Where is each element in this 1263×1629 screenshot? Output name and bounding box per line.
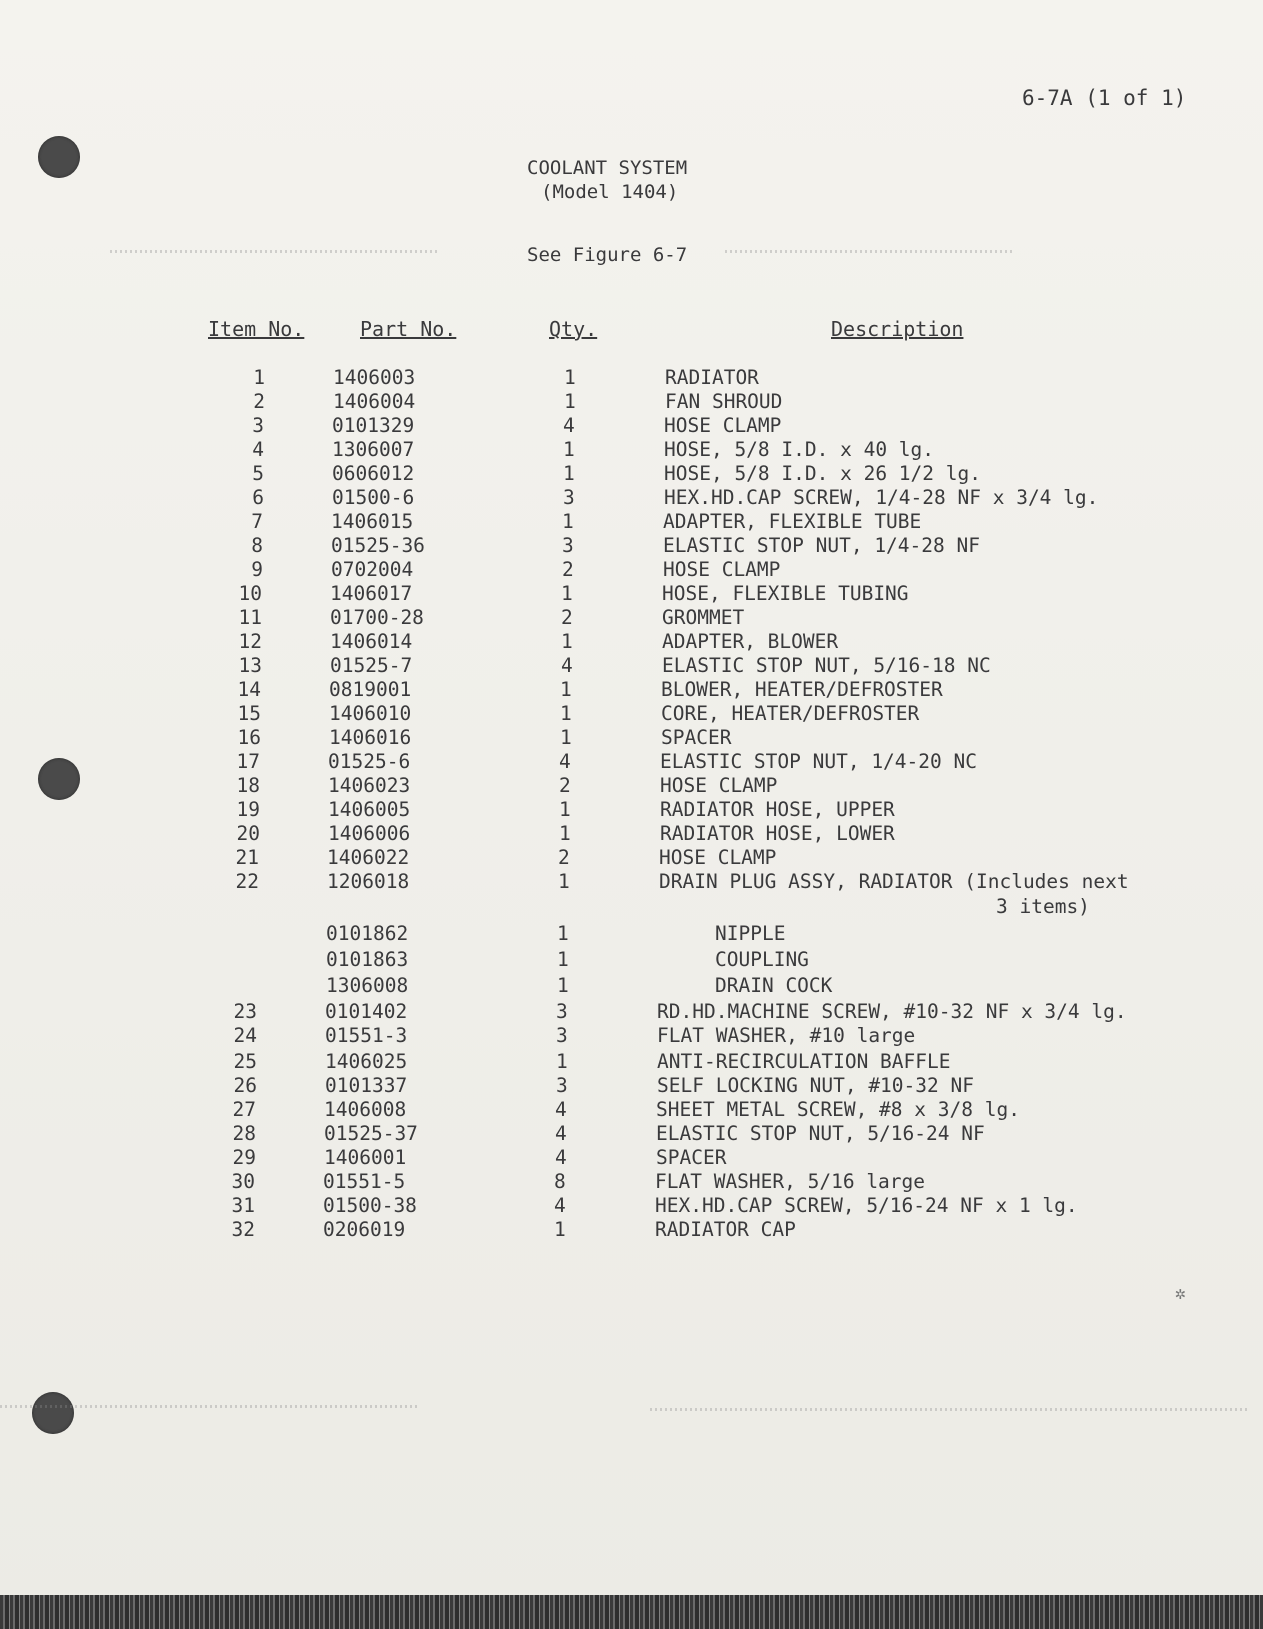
description: DRAIN PLUG ASSY, RADIATOR (Includes next: [659, 870, 1129, 893]
item-number: 19: [236, 798, 260, 821]
quantity: 1: [554, 1218, 566, 1241]
quantity: 1: [560, 726, 572, 749]
part-number: 0101862: [326, 922, 409, 945]
item-number: 24: [233, 1024, 257, 1047]
description: SELF LOCKING NUT, #10-32 NF: [657, 1074, 974, 1097]
part-number: 1406001: [324, 1146, 407, 1169]
column-header-qty: Qty.: [549, 317, 598, 341]
item-number: 7: [251, 510, 263, 533]
description: HEX.HD.CAP SCREW, 1/4-28 NF x 3/4 lg.: [664, 486, 1099, 509]
item-number: 20: [236, 822, 260, 845]
description: RADIATOR: [665, 366, 759, 389]
page-title: COOLANT SYSTEM: [527, 157, 688, 179]
part-number: 01551-5: [323, 1170, 406, 1193]
description: RADIATOR HOSE, LOWER: [660, 822, 895, 845]
item-number: 10: [238, 582, 262, 605]
ink-smudge: ✲: [1175, 1283, 1186, 1304]
figure-reference: See Figure 6-7: [527, 244, 688, 266]
quantity: 1: [559, 822, 571, 845]
item-number: 9: [251, 558, 263, 581]
item-number: 11: [238, 606, 262, 629]
item-number: 32: [231, 1218, 255, 1241]
quantity: 8: [554, 1170, 566, 1193]
description: SPACER: [656, 1146, 727, 1169]
item-number: 16: [237, 726, 261, 749]
quantity: 1: [558, 870, 570, 893]
item-number: 4: [252, 438, 264, 461]
description: FLAT WASHER, 5/16 large: [655, 1170, 926, 1193]
part-number: 01525-7: [330, 654, 413, 677]
quantity: 3: [556, 1024, 568, 1047]
part-number: 0101329: [332, 414, 415, 437]
page-reference: 6-7A (1 of 1): [1022, 86, 1187, 110]
column-header-item: Item No.: [208, 317, 305, 341]
quantity: 1: [561, 630, 573, 653]
description: DRAIN COCK: [715, 974, 833, 997]
item-number: 27: [232, 1098, 256, 1121]
quantity: 3: [563, 486, 575, 509]
part-number: 0101863: [326, 948, 409, 971]
item-number: 30: [231, 1170, 255, 1193]
scan-edge: [0, 1595, 1263, 1629]
part-number: 1306008: [326, 974, 409, 997]
item-number: 1: [253, 366, 265, 389]
quantity: 4: [555, 1146, 567, 1169]
item-number: 12: [238, 630, 262, 653]
quantity: 4: [559, 750, 571, 773]
item-number: 18: [236, 774, 260, 797]
part-number: 1406016: [329, 726, 412, 749]
part-number: 1406025: [325, 1050, 408, 1073]
part-number: 0101402: [325, 1000, 408, 1023]
item-number: 23: [233, 1000, 257, 1023]
description-continuation: 3 items): [996, 895, 1090, 918]
part-number: 1406006: [328, 822, 411, 845]
quantity: 2: [559, 774, 571, 797]
description: HOSE CLAMP: [659, 846, 777, 869]
part-number: 01525-37: [324, 1122, 418, 1145]
description: RD.HD.MACHINE SCREW, #10-32 NF x 3/4 lg.: [657, 1000, 1127, 1023]
description: NIPPLE: [715, 922, 786, 945]
part-number: 01551-3: [325, 1024, 408, 1047]
description: SHEET METAL SCREW, #8 x 3/8 lg.: [656, 1098, 1020, 1121]
quantity: 4: [561, 654, 573, 677]
quantity: 4: [555, 1122, 567, 1145]
part-number: 1406008: [324, 1098, 407, 1121]
description: HOSE, FLEXIBLE TUBING: [662, 582, 909, 605]
description: HOSE CLAMP: [660, 774, 778, 797]
item-number: 28: [232, 1122, 256, 1145]
description: GROMMET: [662, 606, 745, 629]
quantity: 2: [558, 846, 570, 869]
description: COUPLING: [715, 948, 809, 971]
quantity: 4: [555, 1098, 567, 1121]
description: ELASTIC STOP NUT, 1/4-20 NC: [660, 750, 977, 773]
quantity: 1: [561, 582, 573, 605]
item-number: 31: [231, 1194, 255, 1217]
part-number: 01525-6: [328, 750, 411, 773]
part-number: 1406005: [328, 798, 411, 821]
item-number: 6: [252, 486, 264, 509]
item-number: 21: [235, 846, 259, 869]
quantity: 4: [554, 1194, 566, 1217]
item-number: 8: [251, 534, 263, 557]
quantity: 1: [560, 678, 572, 701]
part-number: 1406022: [327, 846, 410, 869]
item-number: 25: [233, 1050, 257, 1073]
item-number: 26: [233, 1074, 257, 1097]
description: SPACER: [661, 726, 732, 749]
item-number: 17: [236, 750, 260, 773]
description: ADAPTER, BLOWER: [662, 630, 839, 653]
quantity: 3: [556, 1000, 568, 1023]
description: RADIATOR HOSE, UPPER: [660, 798, 895, 821]
description: ANTI-RECIRCULATION BAFFLE: [657, 1050, 951, 1073]
part-number: 1406004: [333, 390, 416, 413]
quantity: 1: [556, 1050, 568, 1073]
description: HEX.HD.CAP SCREW, 5/16-24 NF x 1 lg.: [655, 1194, 1078, 1217]
quantity: 2: [561, 606, 573, 629]
part-number: 1206018: [327, 870, 410, 893]
part-number: 0606012: [332, 462, 415, 485]
item-number: 3: [252, 414, 264, 437]
description: ELASTIC STOP NUT, 5/16-24 NF: [656, 1122, 985, 1145]
description: CORE, HEATER/DEFROSTER: [661, 702, 920, 725]
quantity: 1: [559, 798, 571, 821]
quantity: 1: [564, 366, 576, 389]
description: HOSE CLAMP: [663, 558, 781, 581]
description: HOSE CLAMP: [664, 414, 782, 437]
part-number: 1406014: [330, 630, 413, 653]
quantity: 1: [557, 948, 569, 971]
description: RADIATOR CAP: [655, 1218, 796, 1241]
description: HOSE, 5/8 I.D. x 40 lg.: [664, 438, 935, 461]
description: FAN SHROUD: [665, 390, 783, 413]
item-number: 2: [253, 390, 265, 413]
part-number: 01525-36: [331, 534, 425, 557]
description: FLAT WASHER, #10 large: [657, 1024, 916, 1047]
quantity: 3: [556, 1074, 568, 1097]
item-number: 29: [232, 1146, 256, 1169]
item-number: 15: [237, 702, 261, 725]
part-number: 0101337: [325, 1074, 408, 1097]
part-number: 1406015: [331, 510, 414, 533]
description: ADAPTER, FLEXIBLE TUBE: [663, 510, 922, 533]
quantity: 1: [562, 510, 574, 533]
description: ELASTIC STOP NUT, 5/16-18 NC: [662, 654, 991, 677]
item-number: 22: [235, 870, 259, 893]
column-header-part: Part No.: [360, 317, 457, 341]
quantity: 1: [563, 438, 575, 461]
description: ELASTIC STOP NUT, 1/4-28 NF: [663, 534, 980, 557]
part-number: 01500-6: [332, 486, 415, 509]
description: HOSE, 5/8 I.D. x 26 1/2 lg.: [664, 462, 981, 485]
description: BLOWER, HEATER/DEFROSTER: [661, 678, 943, 701]
part-number: 1406023: [328, 774, 411, 797]
quantity: 2: [562, 558, 574, 581]
part-number: 1406010: [329, 702, 412, 725]
quantity: 4: [563, 414, 575, 437]
item-number: 14: [237, 678, 261, 701]
item-number: 13: [238, 654, 262, 677]
quantity: 1: [560, 702, 572, 725]
quantity: 3: [562, 534, 574, 557]
part-number: 01500-38: [323, 1194, 417, 1217]
quantity: 1: [557, 974, 569, 997]
part-number: 1406017: [330, 582, 413, 605]
part-number: 1306007: [332, 438, 415, 461]
part-number: 0702004: [331, 558, 414, 581]
quantity: 1: [564, 390, 576, 413]
page-subtitle: (Model 1404): [541, 181, 679, 203]
part-number: 0206019: [323, 1218, 406, 1241]
part-number: 0819001: [329, 678, 412, 701]
item-number: 5: [252, 462, 264, 485]
part-number: 1406003: [333, 366, 416, 389]
quantity: 1: [557, 922, 569, 945]
quantity: 1: [563, 462, 575, 485]
column-header-description: Description: [831, 317, 964, 341]
part-number: 01700-28: [330, 606, 424, 629]
